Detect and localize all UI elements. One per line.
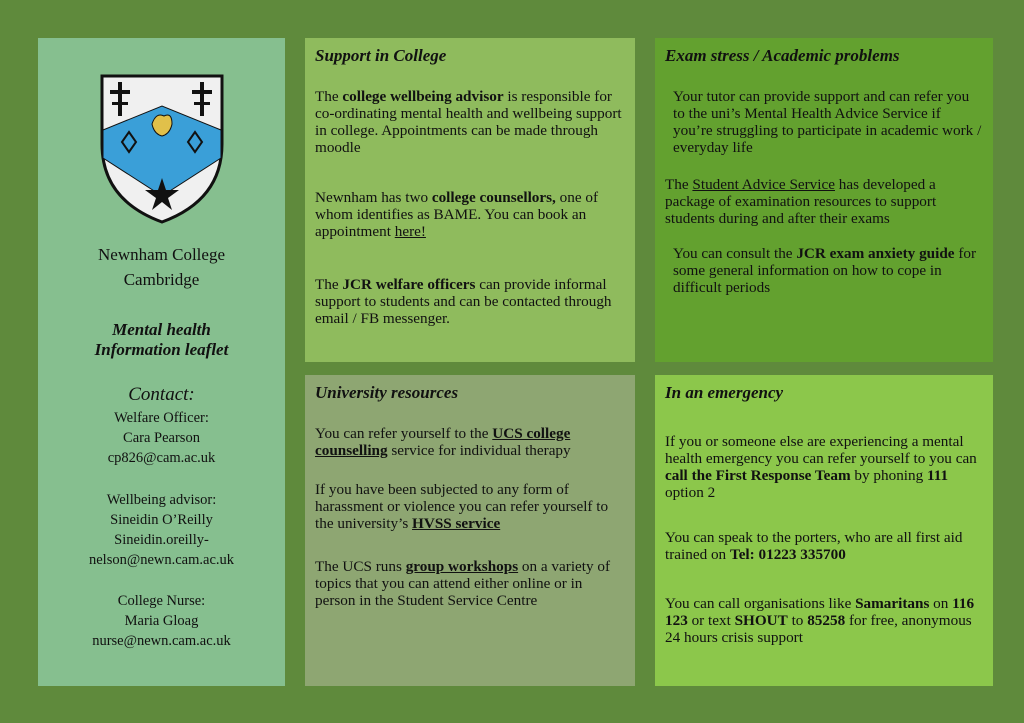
panel-title: University resources bbox=[315, 383, 459, 402]
porters-phone: Tel: 01223 335700 bbox=[729, 546, 846, 563]
bold-text: SHOUT bbox=[734, 612, 788, 629]
text: The UCS runs bbox=[315, 558, 406, 575]
samaritans-paragraph bbox=[665, 595, 983, 646]
leaflet-title-line2: Information leaflet bbox=[94, 340, 229, 359]
text: The bbox=[665, 176, 693, 193]
text: The bbox=[315, 88, 343, 105]
bold-text: college counsellors, bbox=[431, 189, 556, 206]
contact-email-link[interactable]: cp826@cam.ac.uk bbox=[107, 450, 216, 466]
bold-text: 85258 bbox=[807, 612, 846, 629]
contact-role: Wellbeing advisor: bbox=[106, 492, 217, 508]
bold-text: 116 123 bbox=[665, 595, 975, 629]
support-in-college-panel bbox=[305, 38, 635, 362]
exam-stress-panel bbox=[655, 38, 993, 362]
text: service for individual therapy bbox=[387, 442, 571, 459]
panel-title: In an emergency bbox=[665, 383, 784, 402]
text: option 2 bbox=[665, 484, 716, 501]
text: is responsible for co-ordinating mental health and wellbeing support in college. Appointments can be made through moodle bbox=[315, 88, 622, 156]
text: to bbox=[787, 612, 808, 629]
contact-email-link[interactable]: Sineidin.oreilly- bbox=[114, 532, 209, 548]
text: You can speak to the porters, who are all first aid trained on bbox=[665, 529, 963, 563]
text: by phoning bbox=[850, 467, 927, 484]
text: for some general information on how to cope in difficult periods bbox=[673, 245, 977, 296]
bold-text: college wellbeing advisor bbox=[342, 88, 504, 105]
exam-anxiety-paragraph bbox=[665, 245, 983, 296]
ucs-counselling-paragraph bbox=[315, 425, 625, 459]
group-workshops-link[interactable]: group workshops bbox=[405, 558, 519, 575]
bold-text: 111 bbox=[927, 467, 949, 484]
text: You can consult the bbox=[673, 245, 797, 262]
left-panel bbox=[38, 38, 285, 686]
contact-name: Maria Gloag bbox=[124, 613, 199, 629]
student-advice-paragraph bbox=[665, 176, 983, 227]
leaflet-title-line1: Mental health bbox=[112, 320, 211, 339]
student-advice-service-link[interactable]: Student Advice Service bbox=[692, 176, 835, 193]
wellbeing-advisor-paragraph bbox=[315, 88, 625, 156]
contact-email-link-continued[interactable]: nelson@newn.cam.ac.uk bbox=[88, 552, 234, 568]
text: Newnham has two bbox=[315, 189, 432, 206]
contact-name: Sineidin O’Reilly bbox=[110, 512, 213, 528]
bold-text: call the First Response Team bbox=[665, 467, 851, 484]
text: or text bbox=[687, 612, 735, 629]
contact-heading: Contact: bbox=[128, 384, 195, 405]
text: You can call organisations like bbox=[665, 595, 856, 612]
bold-text: JCR exam anxiety guide bbox=[796, 245, 955, 262]
contact-role: Welfare Officer: bbox=[114, 410, 209, 426]
bold-text: Samaritans bbox=[855, 595, 930, 612]
contact-name: Cara Pearson bbox=[123, 430, 200, 446]
college-name-line2: Cambridge bbox=[123, 270, 200, 289]
ucs-counselling-link[interactable]: UCS college counselling bbox=[315, 425, 571, 459]
first-response-paragraph bbox=[665, 433, 983, 501]
text: on bbox=[929, 595, 953, 612]
leaflet-title bbox=[38, 320, 285, 360]
group-workshops-paragraph bbox=[315, 558, 625, 609]
appointment-link[interactable]: here! bbox=[394, 223, 426, 240]
tutor-paragraph: Your tutor can provide support and can refer you to the uni’s Mental Health Advice Service if you’re struggling to participate in academic work / everyday life bbox=[673, 88, 982, 156]
panel-title: Support in College bbox=[315, 46, 447, 65]
counsellors-paragraph bbox=[315, 189, 625, 240]
text: one of whom identifies as BAME. You can book an appointment bbox=[315, 189, 599, 240]
hvss-paragraph bbox=[315, 481, 625, 532]
emergency-panel bbox=[655, 375, 993, 686]
contact-role: College Nurse: bbox=[117, 593, 206, 609]
contact-wellbeing-advisor bbox=[38, 490, 285, 570]
college-crest-icon bbox=[98, 72, 226, 224]
contact-email-link[interactable]: nurse@newn.cam.ac.uk bbox=[92, 633, 231, 649]
contact-welfare-officer bbox=[38, 408, 285, 468]
university-resources-panel bbox=[305, 375, 635, 686]
text: can provide informal support to students and can be contacted through email / FB messenger. bbox=[315, 276, 612, 327]
text: for free, anonymous 24 hours crisis support bbox=[665, 612, 972, 646]
text: If you or someone else are experiencing a mental health emergency you can refer yourself to you can bbox=[665, 433, 977, 467]
bold-text: JCR welfare officers bbox=[342, 276, 476, 293]
text: The bbox=[315, 276, 343, 293]
text: has developed a package of examination resources to support students during and after their exams bbox=[665, 176, 937, 227]
panel-title: Exam stress / Academic problems bbox=[665, 46, 900, 65]
jcr-welfare-paragraph bbox=[315, 276, 625, 327]
text: You can refer yourself to the bbox=[315, 425, 493, 442]
text: on a variety of topics that you can attend either online or in person in the Student Service Centre bbox=[315, 558, 611, 609]
hvss-service-link[interactable]: HVSS service bbox=[412, 515, 501, 532]
college-name-line1: Newnham College bbox=[98, 245, 225, 264]
college-name bbox=[38, 242, 285, 292]
contact-college-nurse bbox=[38, 591, 285, 651]
porters-paragraph bbox=[665, 529, 983, 563]
text: If you have been subjected to any form of harassment or violence you can refer yourself to the university’s bbox=[315, 481, 609, 532]
